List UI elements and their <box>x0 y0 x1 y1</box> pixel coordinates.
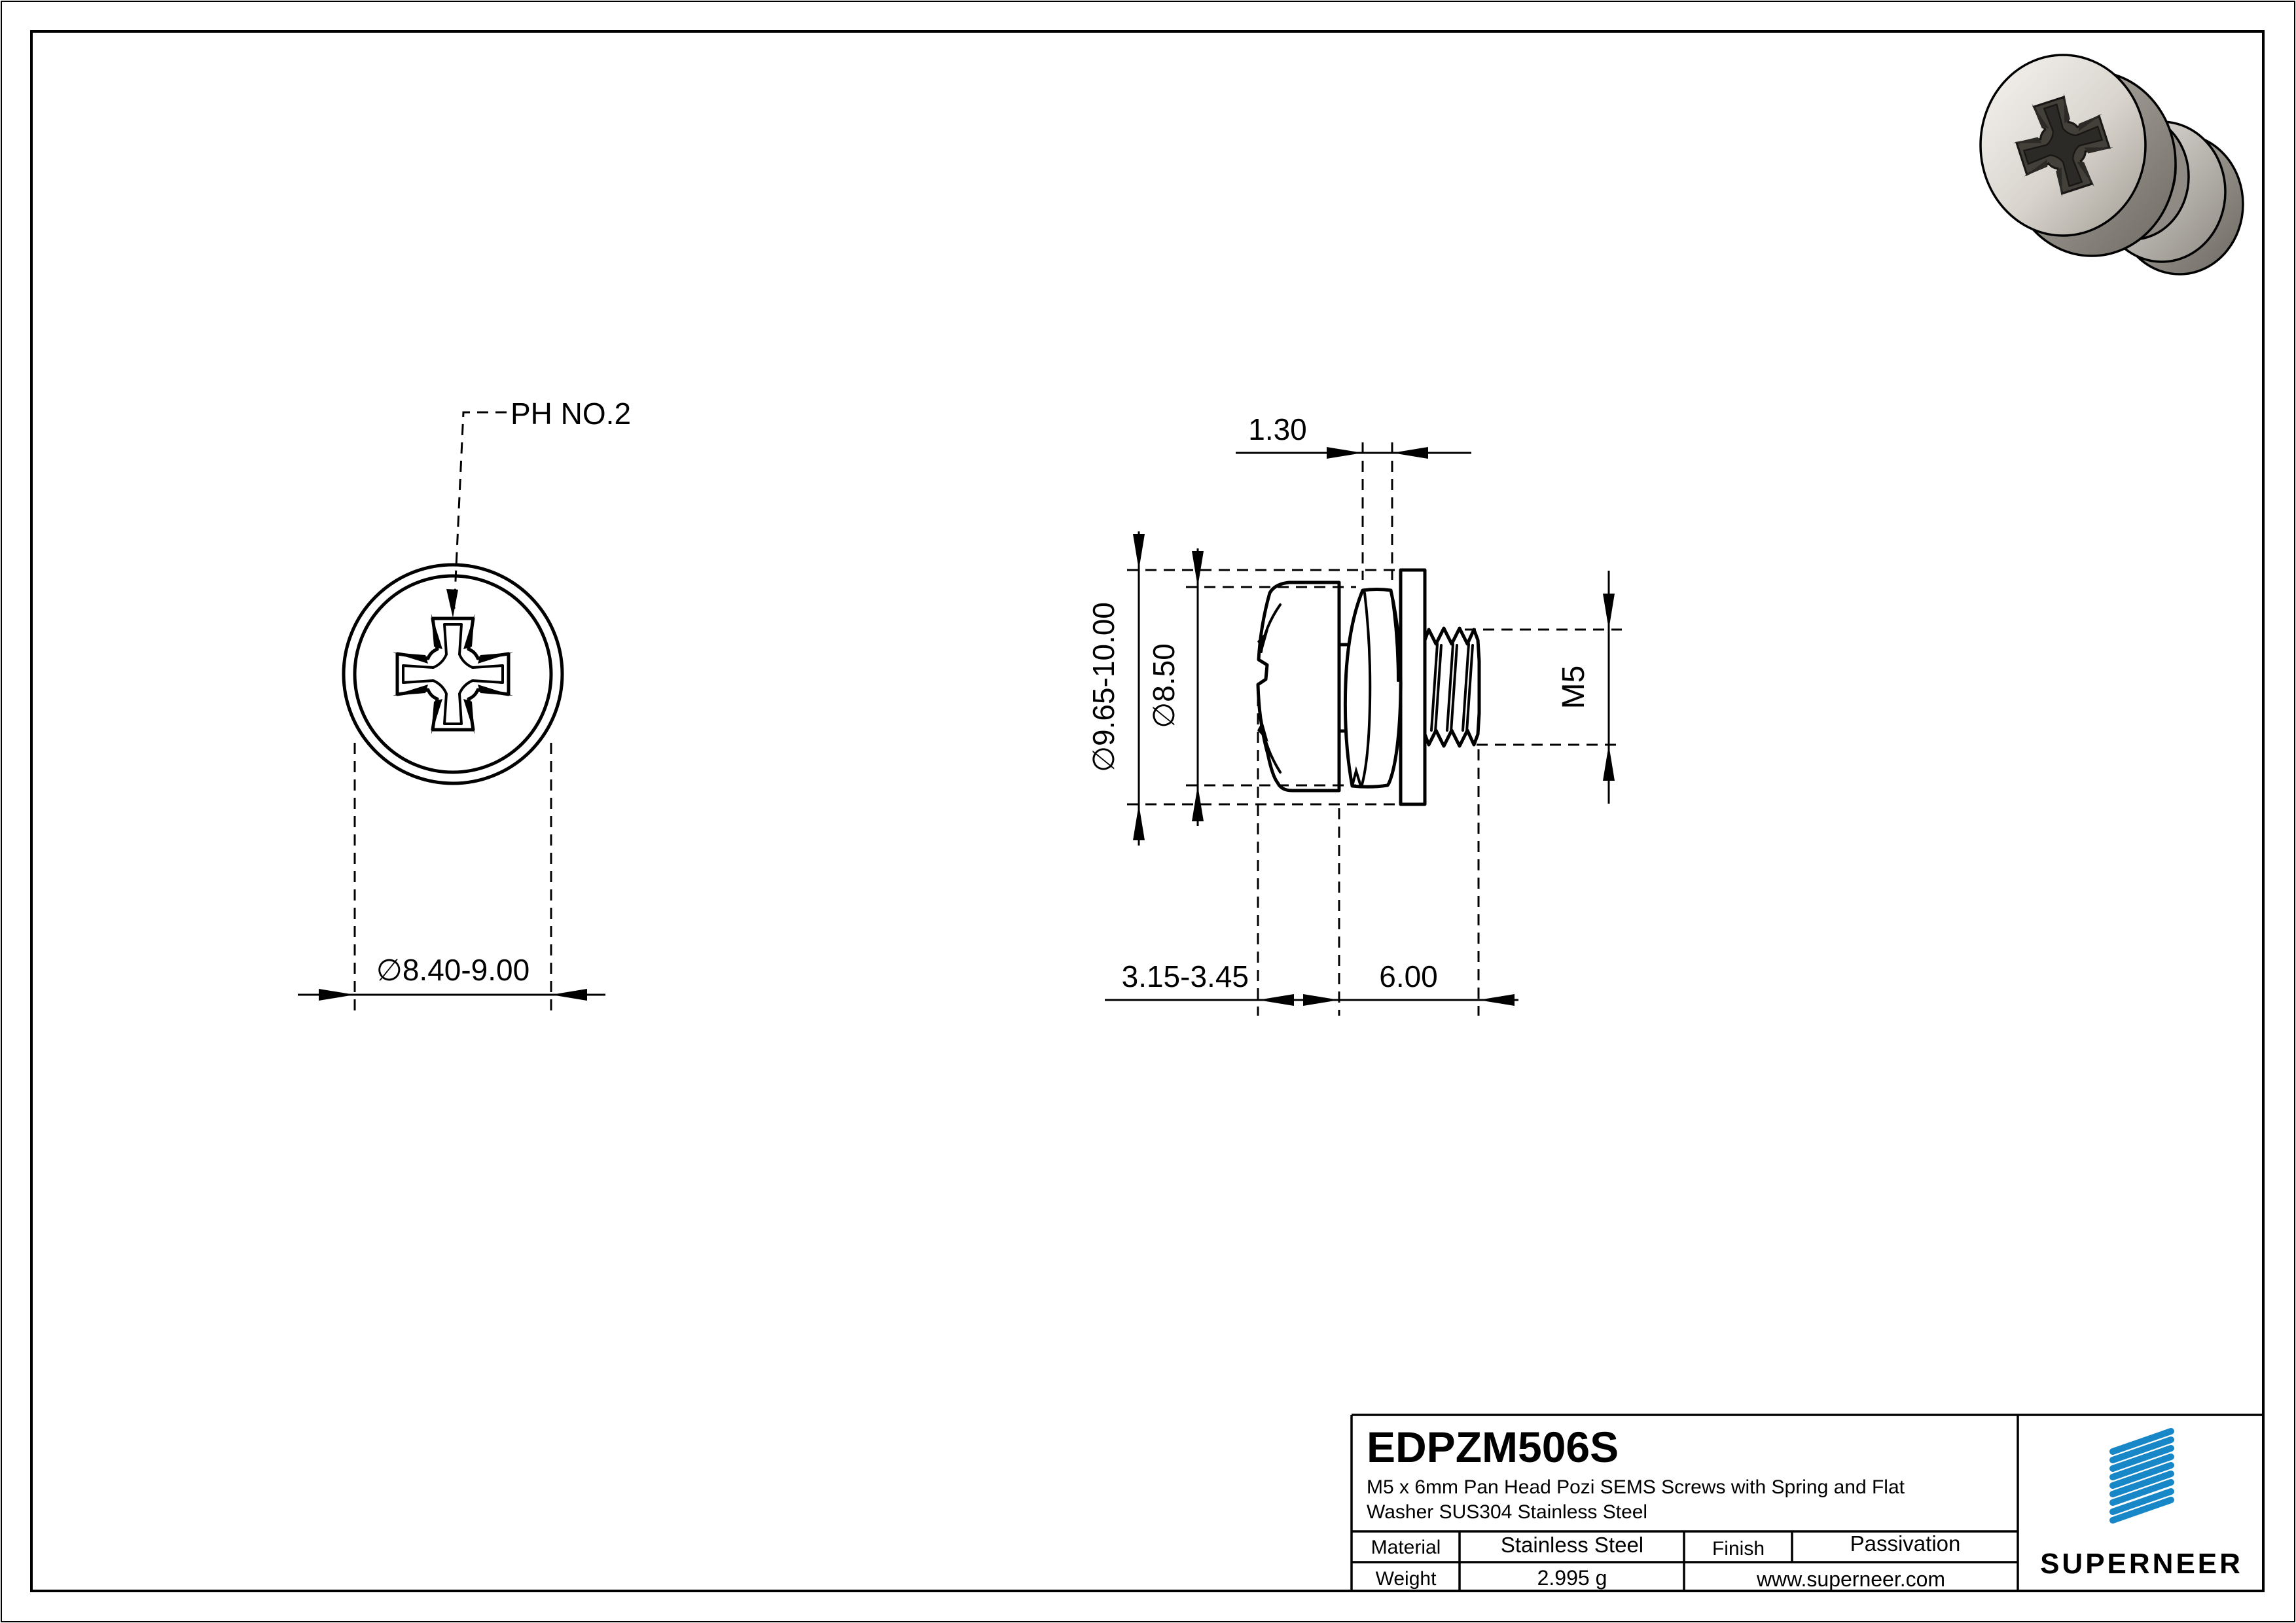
spring-width-text: 1.30 <box>1248 412 1307 446</box>
part-number: EDPZM506S <box>1367 1423 1619 1471</box>
material-value: Stainless Steel <box>1500 1533 1644 1557</box>
front-view <box>298 397 631 1016</box>
brand-name: SUPERNEER <box>2040 1548 2243 1580</box>
website-link[interactable]: www.superneer.com <box>1756 1567 1946 1591</box>
front-head-diameter-text: ∅8.40-9.00 <box>376 953 530 987</box>
brand-logo-icon <box>2113 1431 2171 1520</box>
thread-size-text: M5 <box>1556 665 1591 709</box>
head-od-text: ∅8.50 <box>1147 643 1181 728</box>
weight-label: Weight <box>1375 1568 1437 1590</box>
pozi-recess <box>393 614 513 734</box>
description-line2: Washer SUS304 Stainless Steel <box>1367 1501 1648 1523</box>
sheet-border <box>31 31 2263 1591</box>
head-height-text: 3.15-3.45 <box>1121 959 1249 993</box>
flat-washer <box>1401 570 1425 804</box>
pan-head <box>1257 582 1339 791</box>
title-block <box>1352 1415 2263 1591</box>
sheet-edge <box>1 1 2295 1622</box>
spring-washer <box>1345 590 1401 787</box>
thread-length-text: 6.00 <box>1379 959 1438 993</box>
thread <box>1425 628 1479 746</box>
drive-label: PH NO.2 <box>511 397 632 431</box>
spring-width-dimension <box>1236 412 1471 580</box>
finish-label: Finish <box>1712 1538 1765 1560</box>
finish-value: Passivation <box>1850 1531 1961 1556</box>
description-line1: M5 x 6mm Pan Head Pozi SEMS Screws with Spring and Flat <box>1367 1476 1905 1498</box>
drive-leader <box>446 397 631 618</box>
thread-size-dimension <box>1465 571 1622 804</box>
material-label: Material <box>1371 1537 1441 1558</box>
leader-arrowhead <box>446 589 458 618</box>
weight-value: 2.995 g <box>1537 1566 1607 1590</box>
side-view <box>1086 412 1622 1016</box>
3d-preview <box>1981 55 2243 274</box>
washer-od-text: ∅9.65-10.00 <box>1086 601 1121 773</box>
